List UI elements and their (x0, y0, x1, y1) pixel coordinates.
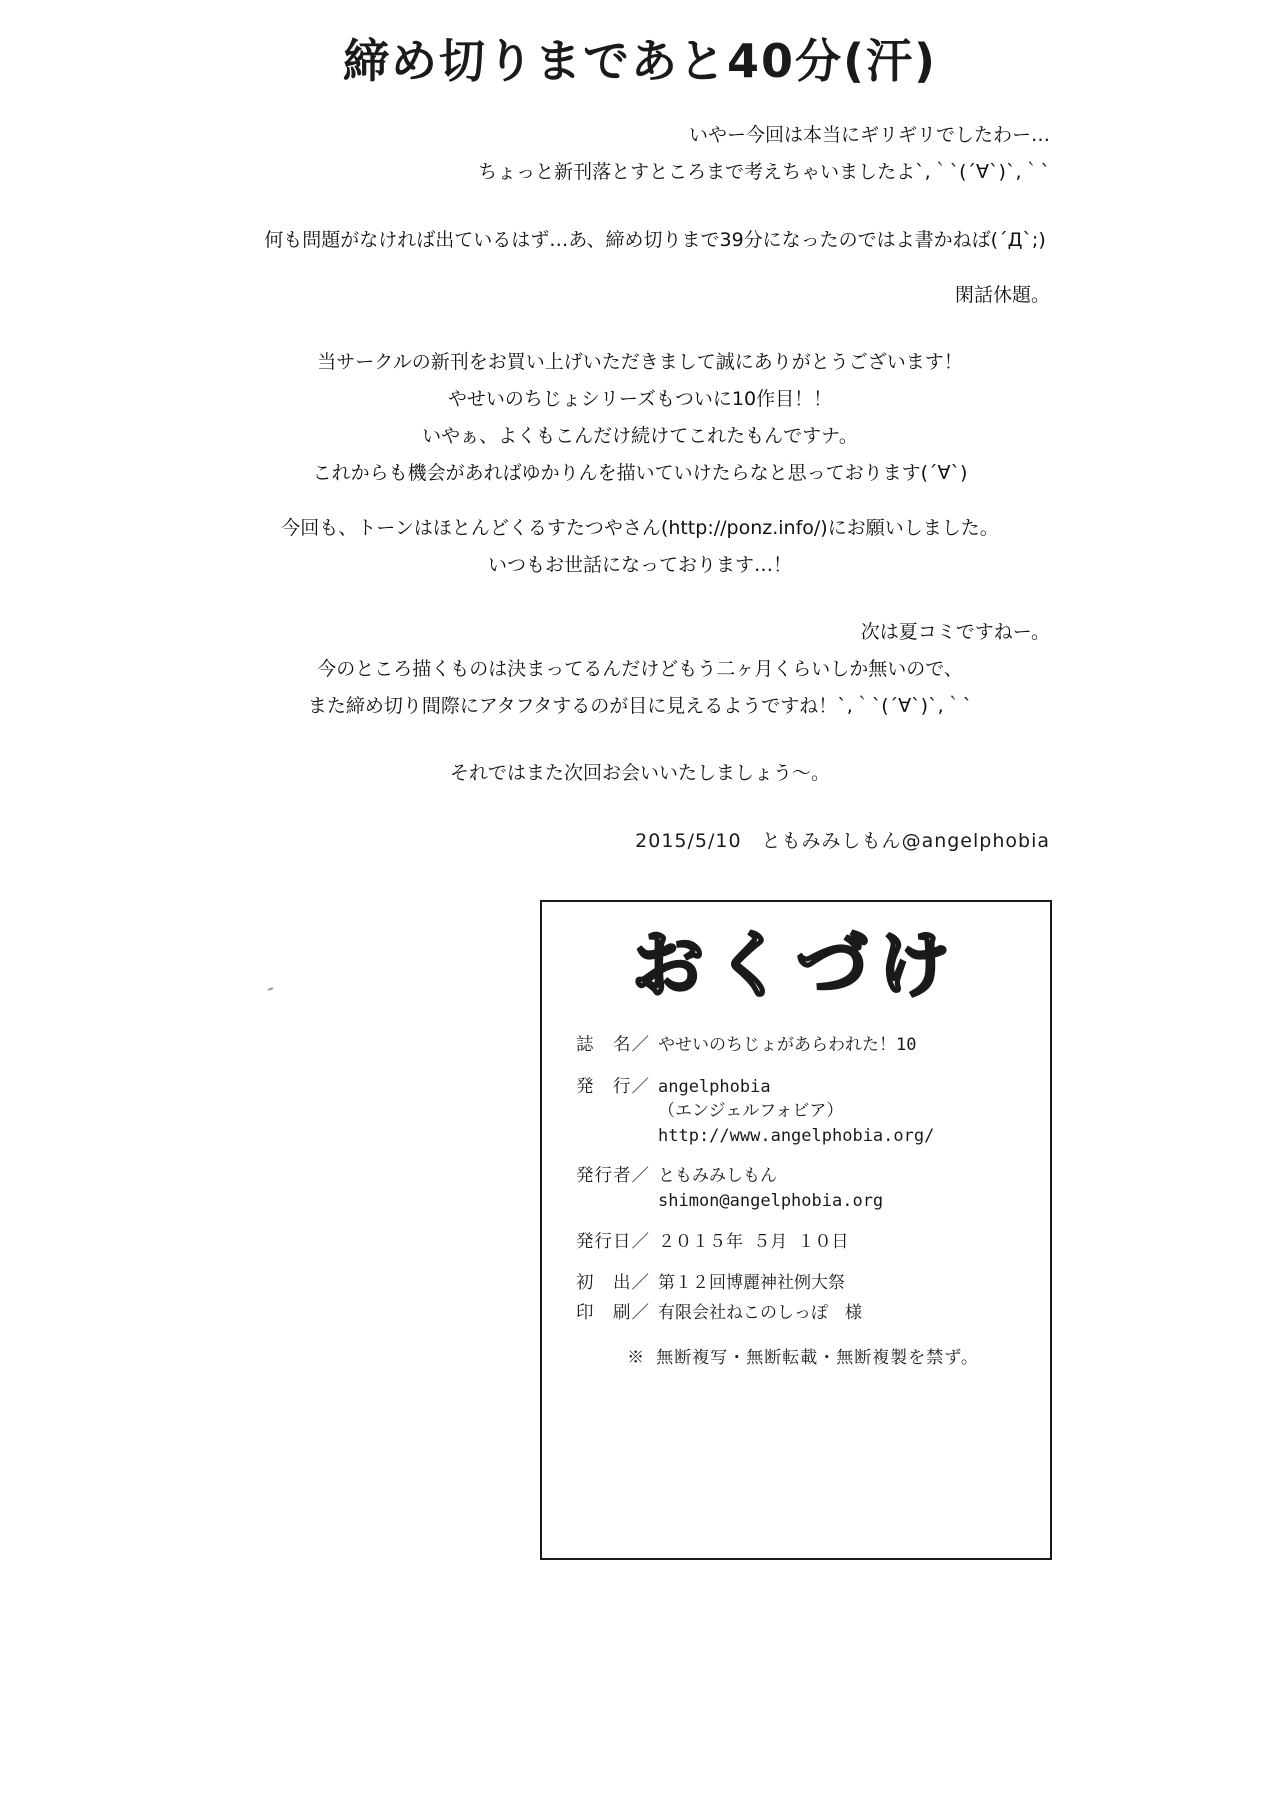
colophon-field-publisher (576, 1075, 1030, 1149)
copyright-notice: ※ 無断複写・無断転載・無断複製を禁ず。 (627, 1347, 979, 1368)
publisher-url[interactable]: http://www.angelphobia.org/ (658, 1125, 935, 1146)
field-line: ともみみしもん (658, 1166, 777, 1187)
page-speck (268, 987, 273, 991)
field-value (658, 1271, 1030, 1296)
afterword-line-8: これからも機会があればゆかりんを描いていけたらなと思っております(´∀`) (312, 461, 968, 484)
afterword-line-14: それではまた次回お会いいたしましょう～。 (449, 762, 830, 785)
field-line: （エンジェルフォビア） (658, 1101, 844, 1122)
spacer (0, 259, 1280, 277)
afterword-line-2: ちょっと新刊落とすところまで考えちゃいましたよ`,｀`(´∀`)`,｀` (478, 161, 1050, 184)
afterword-line-4: 閑話休題。 (954, 283, 1050, 306)
colophon-field-title (576, 1033, 1030, 1058)
colophon-box (540, 900, 1052, 1560)
field-label: 誌 名／ (576, 1035, 650, 1056)
spacer (0, 314, 1280, 344)
field-label: 発行者／ (576, 1166, 650, 1187)
afterword-title: 締め切りまであと40分(汗) (342, 34, 938, 88)
colophon-field-date (576, 1230, 1030, 1255)
afterword-signature: 2015/5/10 ともみみしもん@angelphobia (635, 830, 1050, 853)
afterword-line-1: いやー今回は本当にギリギリでしたわー… (688, 124, 1050, 147)
spacer (0, 192, 1280, 222)
field-line: 有限会社ねこのしっぽ 様 (658, 1302, 862, 1323)
afterword-line-11: 次は夏コミですねー。 (860, 620, 1050, 643)
field-line: ２０１５年 ５月 １０日 (658, 1231, 849, 1252)
spacer (0, 492, 1280, 510)
field-label: 初 出／ (576, 1273, 650, 1294)
field-value (658, 1033, 1030, 1058)
colophon-field-event (576, 1271, 1030, 1296)
author-email[interactable]: shimon@angelphobia.org (658, 1191, 884, 1212)
colophon-field-printer (576, 1301, 1030, 1326)
field-value (658, 1230, 1030, 1255)
colophon-heading: おくづけ (631, 923, 960, 1007)
field-line: angelphobia (658, 1076, 771, 1097)
colophon-fields (542, 1033, 1050, 1370)
field-value (658, 1075, 1030, 1149)
colophon-field-author (576, 1164, 1030, 1213)
afterword-line-3: 何も問題がなければ出ているはず…あ、締め切りまで39分になったのではよ書かねば(´Д`;) (264, 228, 1046, 251)
afterword-line-5: 当サークルの新刊をお買い上げいただきまして誠にありがとうございます！ (317, 350, 963, 373)
field-value (658, 1301, 1030, 1326)
afterword-body (0, 117, 1280, 792)
afterword-line-7: いやぁ、よくもこんだけ続けてこれたもんですナ。 (422, 424, 858, 447)
field-label: 発 行／ (576, 1076, 650, 1097)
field-label: 発行日／ (576, 1231, 650, 1252)
spacer (0, 725, 1280, 755)
field-line: やせいのちじょがあらわれた！10 (658, 1035, 917, 1056)
afterword-line-10: いつもお世話になっております…！ (487, 553, 792, 576)
field-label: 印 刷／ (576, 1302, 650, 1323)
field-value (658, 1164, 1030, 1213)
spacer (0, 584, 1280, 614)
afterword-line-12: 今のところ描くものは決まってるんだけどもう二ヶ月くらいしか無いので、 (317, 657, 963, 680)
afterword-section (0, 0, 1280, 853)
afterword-line-13: また締め切り間際にアタフタするのが目に見えるようですね！`,｀`(´∀`)`,｀` (307, 694, 973, 717)
field-line: 第１２回博麗神社例大祭 (658, 1273, 845, 1294)
afterword-line-6: やせいのちじょシリーズもついに10作目！！ (447, 387, 833, 410)
afterword-line-9: 今回も、トーンはほとんどくるすたつやさん(http://ponz.info/)にお願いしました。 (281, 516, 999, 539)
